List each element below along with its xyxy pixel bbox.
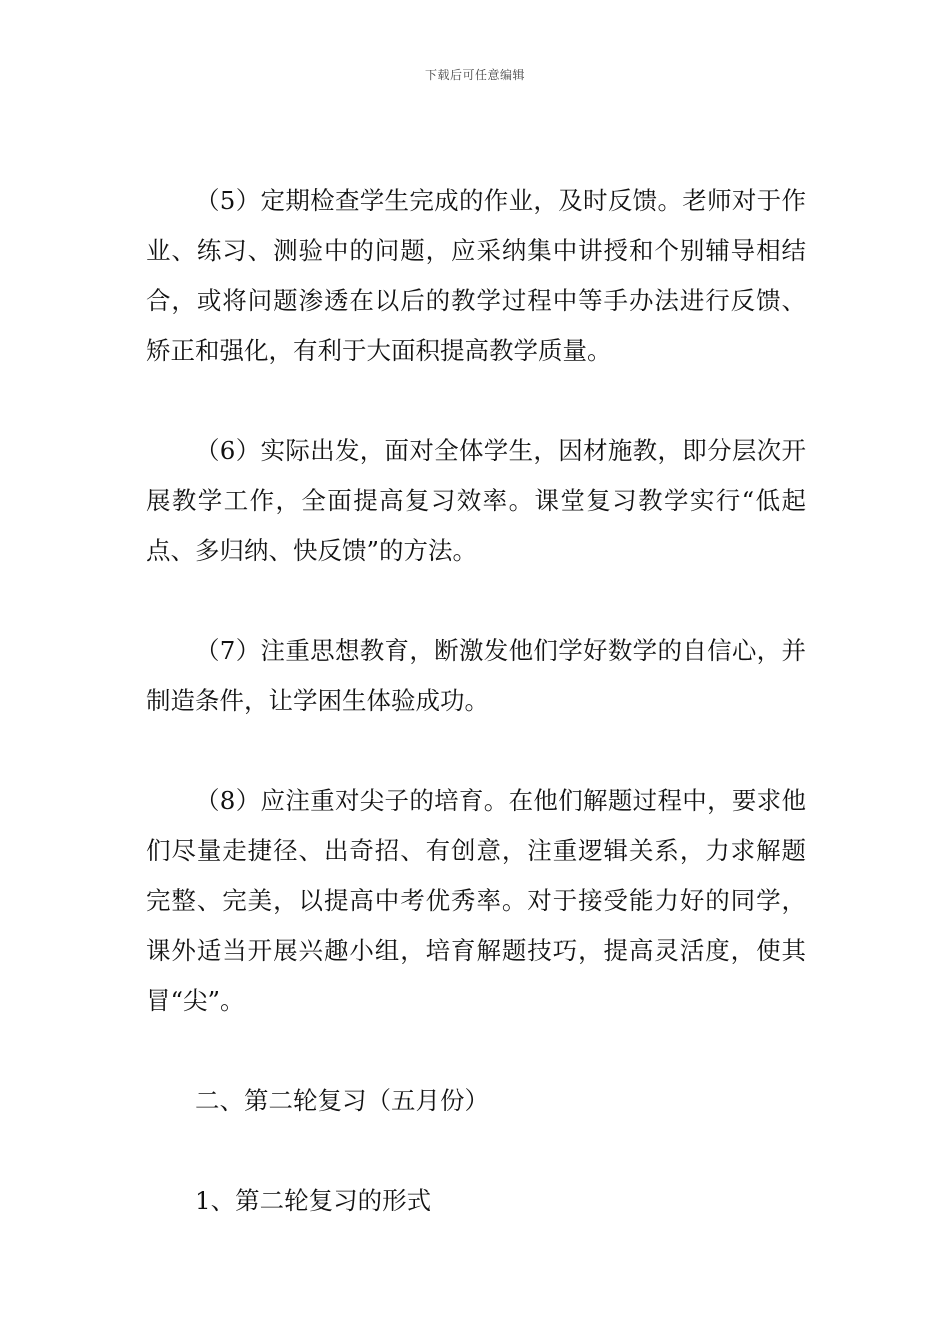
- paragraph-8: （8）应注重对尖子的培育。在他们解题过程中，要求他们尽量走捷径、出奇招、有创意，注重逻辑关系，力求解题完整、完美，以提高中考优秀率。对于接受能力好的同学，课外适当开展兴趣小组，培育解题技巧，提高灵活度，使其冒“尖”。: [146, 786, 806, 1015]
- subsection-heading: 1、第二轮复习的形式: [195, 1186, 432, 1215]
- paragraph-gap: [146, 576, 806, 626]
- paragraph-gap: [146, 1126, 806, 1176]
- paragraph-gap: [146, 726, 806, 776]
- paragraph-6: （6）实际出发，面对全体学生，因材施教，即分层次开展教学工作，全面提高复习效率。课堂复习教学实行“低起点、多归纳、快反馈”的方法。: [146, 436, 806, 565]
- paragraph-gap: [146, 376, 806, 426]
- paragraph-gap: [146, 1026, 806, 1076]
- document-body: [146, 176, 806, 1226]
- paragraph-7: （7）注重思想教育，断激发他们学好数学的自信心，并制造条件，让学困生体验成功。: [146, 636, 806, 715]
- section-heading: 二、第二轮复习（五月份）: [195, 1086, 489, 1115]
- page-header: 下载后可任意编辑: [424, 68, 525, 82]
- paragraph-5: （5）定期检查学生完成的作业，及时反馈。老师对于作业、练习、测验中的问题，应采纳集中讲授和个别辅导相结合，或将问题渗透在以后的教学过程中等手办法进行反馈、矫正和强化，有利于大面积提高教学质量。: [146, 186, 806, 365]
